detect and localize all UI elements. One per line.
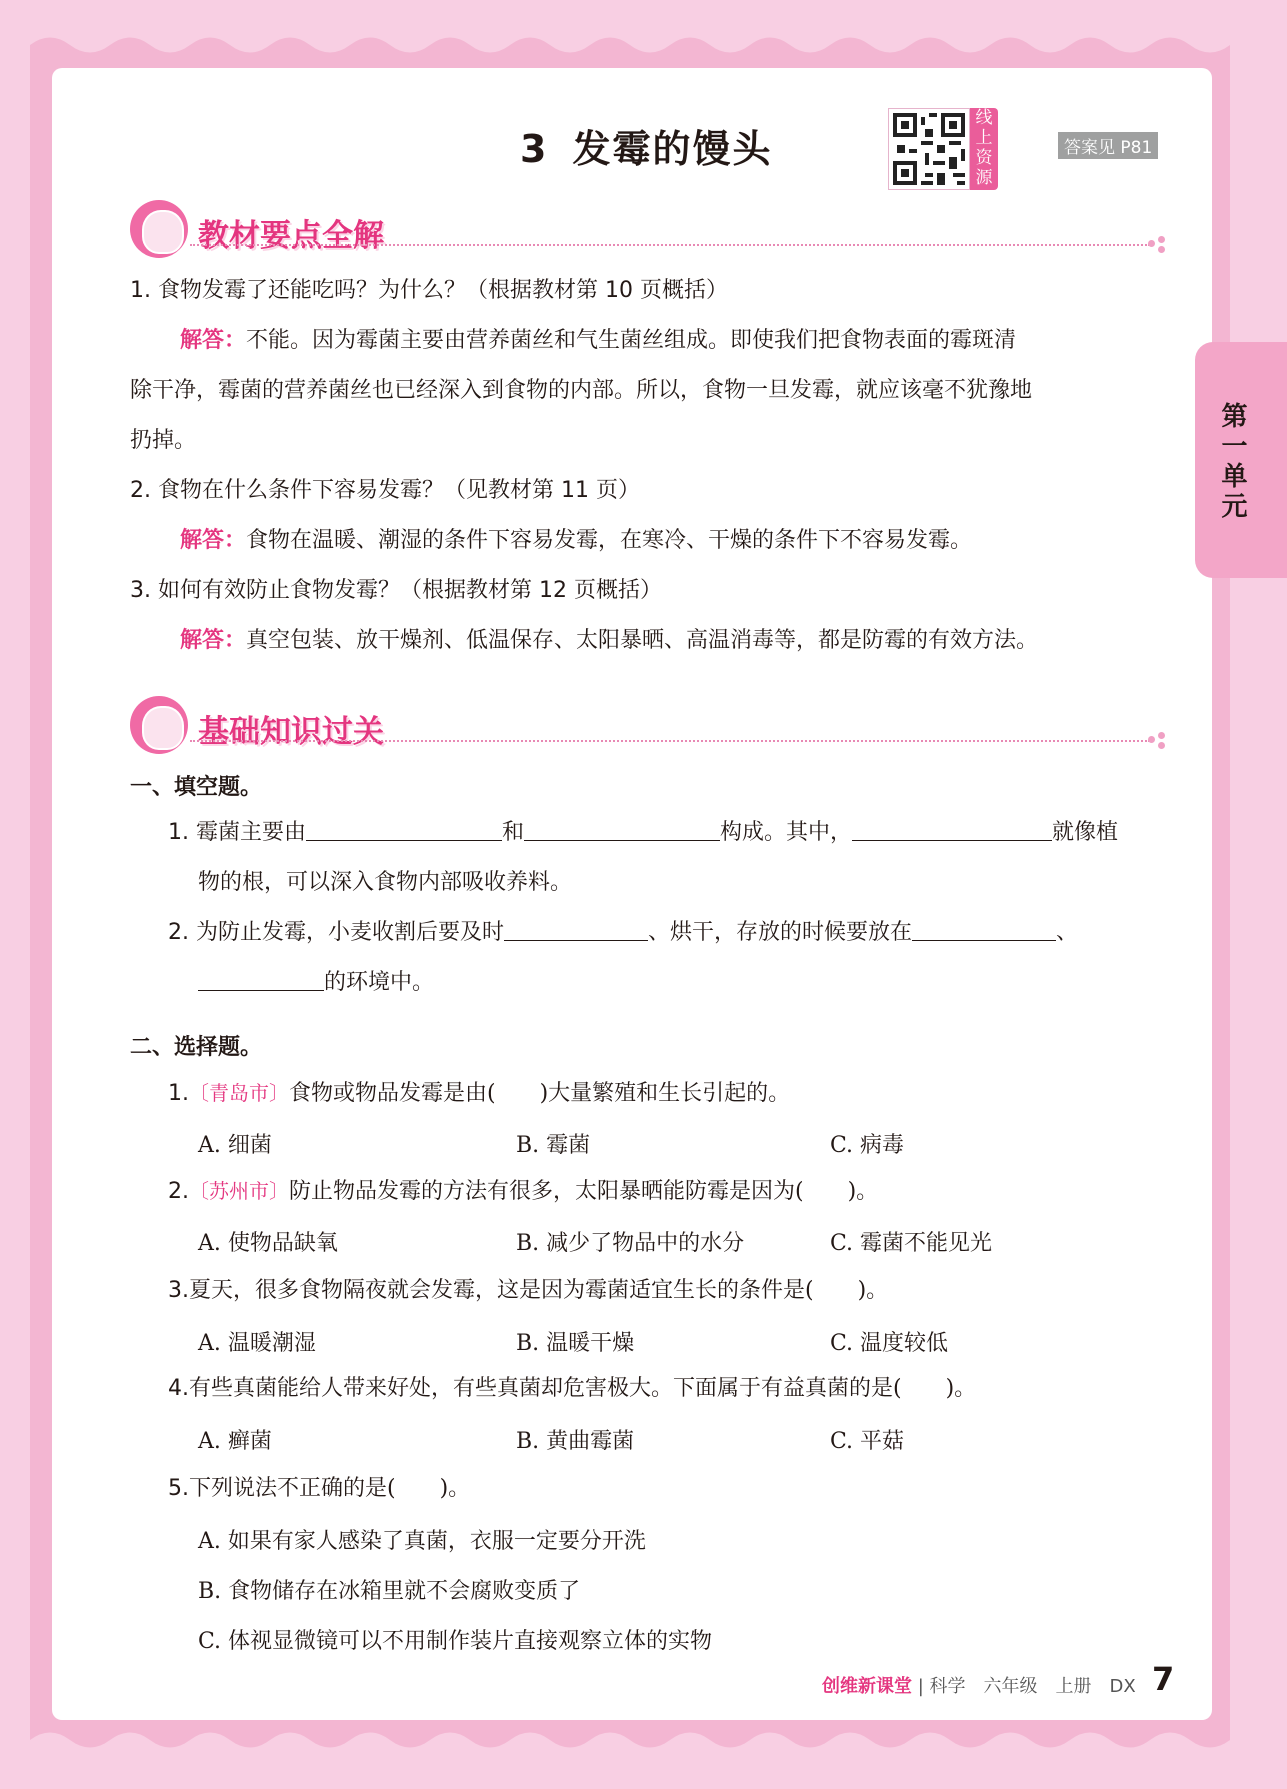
option-b[interactable]: B. 减少了物品中的水分	[516, 1231, 745, 1256]
section-header-key-points	[130, 200, 1170, 260]
option-c[interactable]: C. 病毒	[830, 1133, 905, 1158]
option-a[interactable]: A. 如果有家人感染了真菌，衣服一定要分开洗	[198, 1529, 646, 1554]
footer-book-info: 科学 六年级 上册 DX	[929, 1676, 1136, 1697]
unit-side-tab[interactable]	[1195, 342, 1287, 578]
fill-question-2-line-2: 的环境中。	[198, 958, 434, 1008]
unit-label: 第一单元	[1217, 402, 1247, 522]
question-2: 2. 食物在什么条件下容易发霉？（见教材第 11 页）	[130, 478, 640, 503]
fill-question-1: 1. 霉菌主要由 和 构成。其中， 就像植	[168, 808, 1118, 858]
dots-decoration-icon	[1148, 732, 1170, 750]
answer-1-line-2: 除干净，霉菌的营养菌丝也已经深入到食物的内部。所以，食物一旦发霉，就应该毫不犹豫地	[130, 378, 1033, 403]
option-b[interactable]: B. 霉菌	[516, 1133, 591, 1158]
answer-blank[interactable]	[306, 816, 502, 841]
choice-question-3: 3.夏天，很多食物隔夜就会发霉，这是因为霉菌适宜生长的条件是( )。	[168, 1278, 889, 1303]
answer-label: 解答：	[180, 528, 247, 553]
footer-brand: 创维新课堂	[822, 1676, 912, 1697]
choice-heading: 二、选择题。	[130, 1035, 263, 1060]
page-number: 7	[1152, 1660, 1175, 1698]
answer-1-line-1: 解答：不能。因为霉菌主要由营养菌丝和气生菌丝组成。即使我们把食物表面的霉斑清	[180, 328, 1017, 353]
answer-label: 解答：	[180, 628, 247, 653]
option-a[interactable]: A. 使物品缺氧	[198, 1231, 338, 1256]
answer-blank[interactable]	[524, 816, 720, 841]
answer-blank[interactable]	[504, 916, 648, 941]
fill-in-heading: 一、填空题。	[130, 775, 263, 800]
lesson-title: 发霉的馒头	[572, 127, 773, 171]
dots-decoration-icon	[1148, 236, 1170, 254]
question-3: 3. 如何有效防止食物发霉？（根据教材第 12 页概括）	[130, 578, 662, 603]
answer-label: 解答：	[180, 328, 247, 353]
option-c[interactable]: C. 霉菌不能见光	[830, 1231, 993, 1256]
section-title: 基础知识过关	[198, 714, 384, 750]
answer-3: 解答：真空包装、放干燥剂、低温保存、太阳暴晒、高温消毒等，都是防霉的有效方法。	[180, 628, 1039, 653]
option-a[interactable]: A. 温暖潮湿	[198, 1331, 316, 1356]
section-title: 教材要点全解	[198, 218, 384, 254]
choice-question-2: 2.〔苏州市〕防止物品发霉的方法有很多，太阳暴晒能防霉是因为( )。	[168, 1179, 879, 1204]
page-title	[520, 118, 772, 173]
answer-1-line-3: 扔掉。	[130, 428, 197, 453]
qr-code-icon[interactable]	[888, 108, 970, 190]
mascot-icon	[130, 696, 188, 754]
option-c[interactable]: C. 温度较低	[830, 1331, 949, 1356]
answer-blank[interactable]	[852, 816, 1052, 841]
choice-question-4: 4.有些真菌能给人带来好处，有些真菌却危害极大。下面属于有益真菌的是( )。	[168, 1376, 977, 1401]
option-b[interactable]: B. 温暖干燥	[516, 1331, 635, 1356]
source-tag: 〔青岛市〕	[189, 1081, 289, 1105]
fill-question-1-line-2: 物的根，可以深入食物内部吸收养料。	[198, 870, 573, 895]
question-1: 1. 食物发霉了还能吃吗？为什么？（根据教材第 10 页概括）	[130, 278, 728, 303]
mascot-icon	[130, 200, 188, 258]
section-divider	[190, 740, 1150, 742]
answer-2: 解答：食物在温暖、潮湿的条件下容易发霉，在寒冷、干燥的条件下不容易发霉。	[180, 528, 973, 553]
option-c[interactable]: C. 平菇	[830, 1429, 905, 1454]
answer-reference-badge: 答案见 P81	[1058, 132, 1158, 159]
section-header-basic-knowledge	[130, 696, 1170, 756]
answer-blank[interactable]	[198, 966, 324, 991]
lesson-number: 3	[520, 127, 549, 171]
fill-question-2: 2. 为防止发霉，小麦收割后要及时 、烘干，存放的时候要放在 、	[168, 908, 1078, 958]
option-c[interactable]: C. 体视显微镜可以不用制作装片直接观察立体的实物	[198, 1629, 713, 1654]
footer-info: 创维新课堂 | 科学 六年级 上册 DX	[822, 1676, 1136, 1697]
choice-question-1: 1.〔青岛市〕食物或物品发霉是由( )大量繁殖和生长引起的。	[168, 1081, 791, 1106]
source-tag: 〔苏州市〕	[189, 1179, 289, 1203]
option-a[interactable]: A. 细菌	[198, 1133, 272, 1158]
option-b[interactable]: B. 食物储存在冰箱里就不会腐败变质了	[198, 1579, 581, 1604]
qr-resource-tag: 线上资源	[970, 108, 998, 190]
section-divider	[190, 244, 1150, 246]
option-a[interactable]: A. 癣菌	[198, 1429, 272, 1454]
answer-blank[interactable]	[912, 916, 1056, 941]
option-b[interactable]: B. 黄曲霉菌	[516, 1429, 635, 1454]
choice-question-5: 5.下列说法不正确的是( )。	[168, 1476, 471, 1501]
